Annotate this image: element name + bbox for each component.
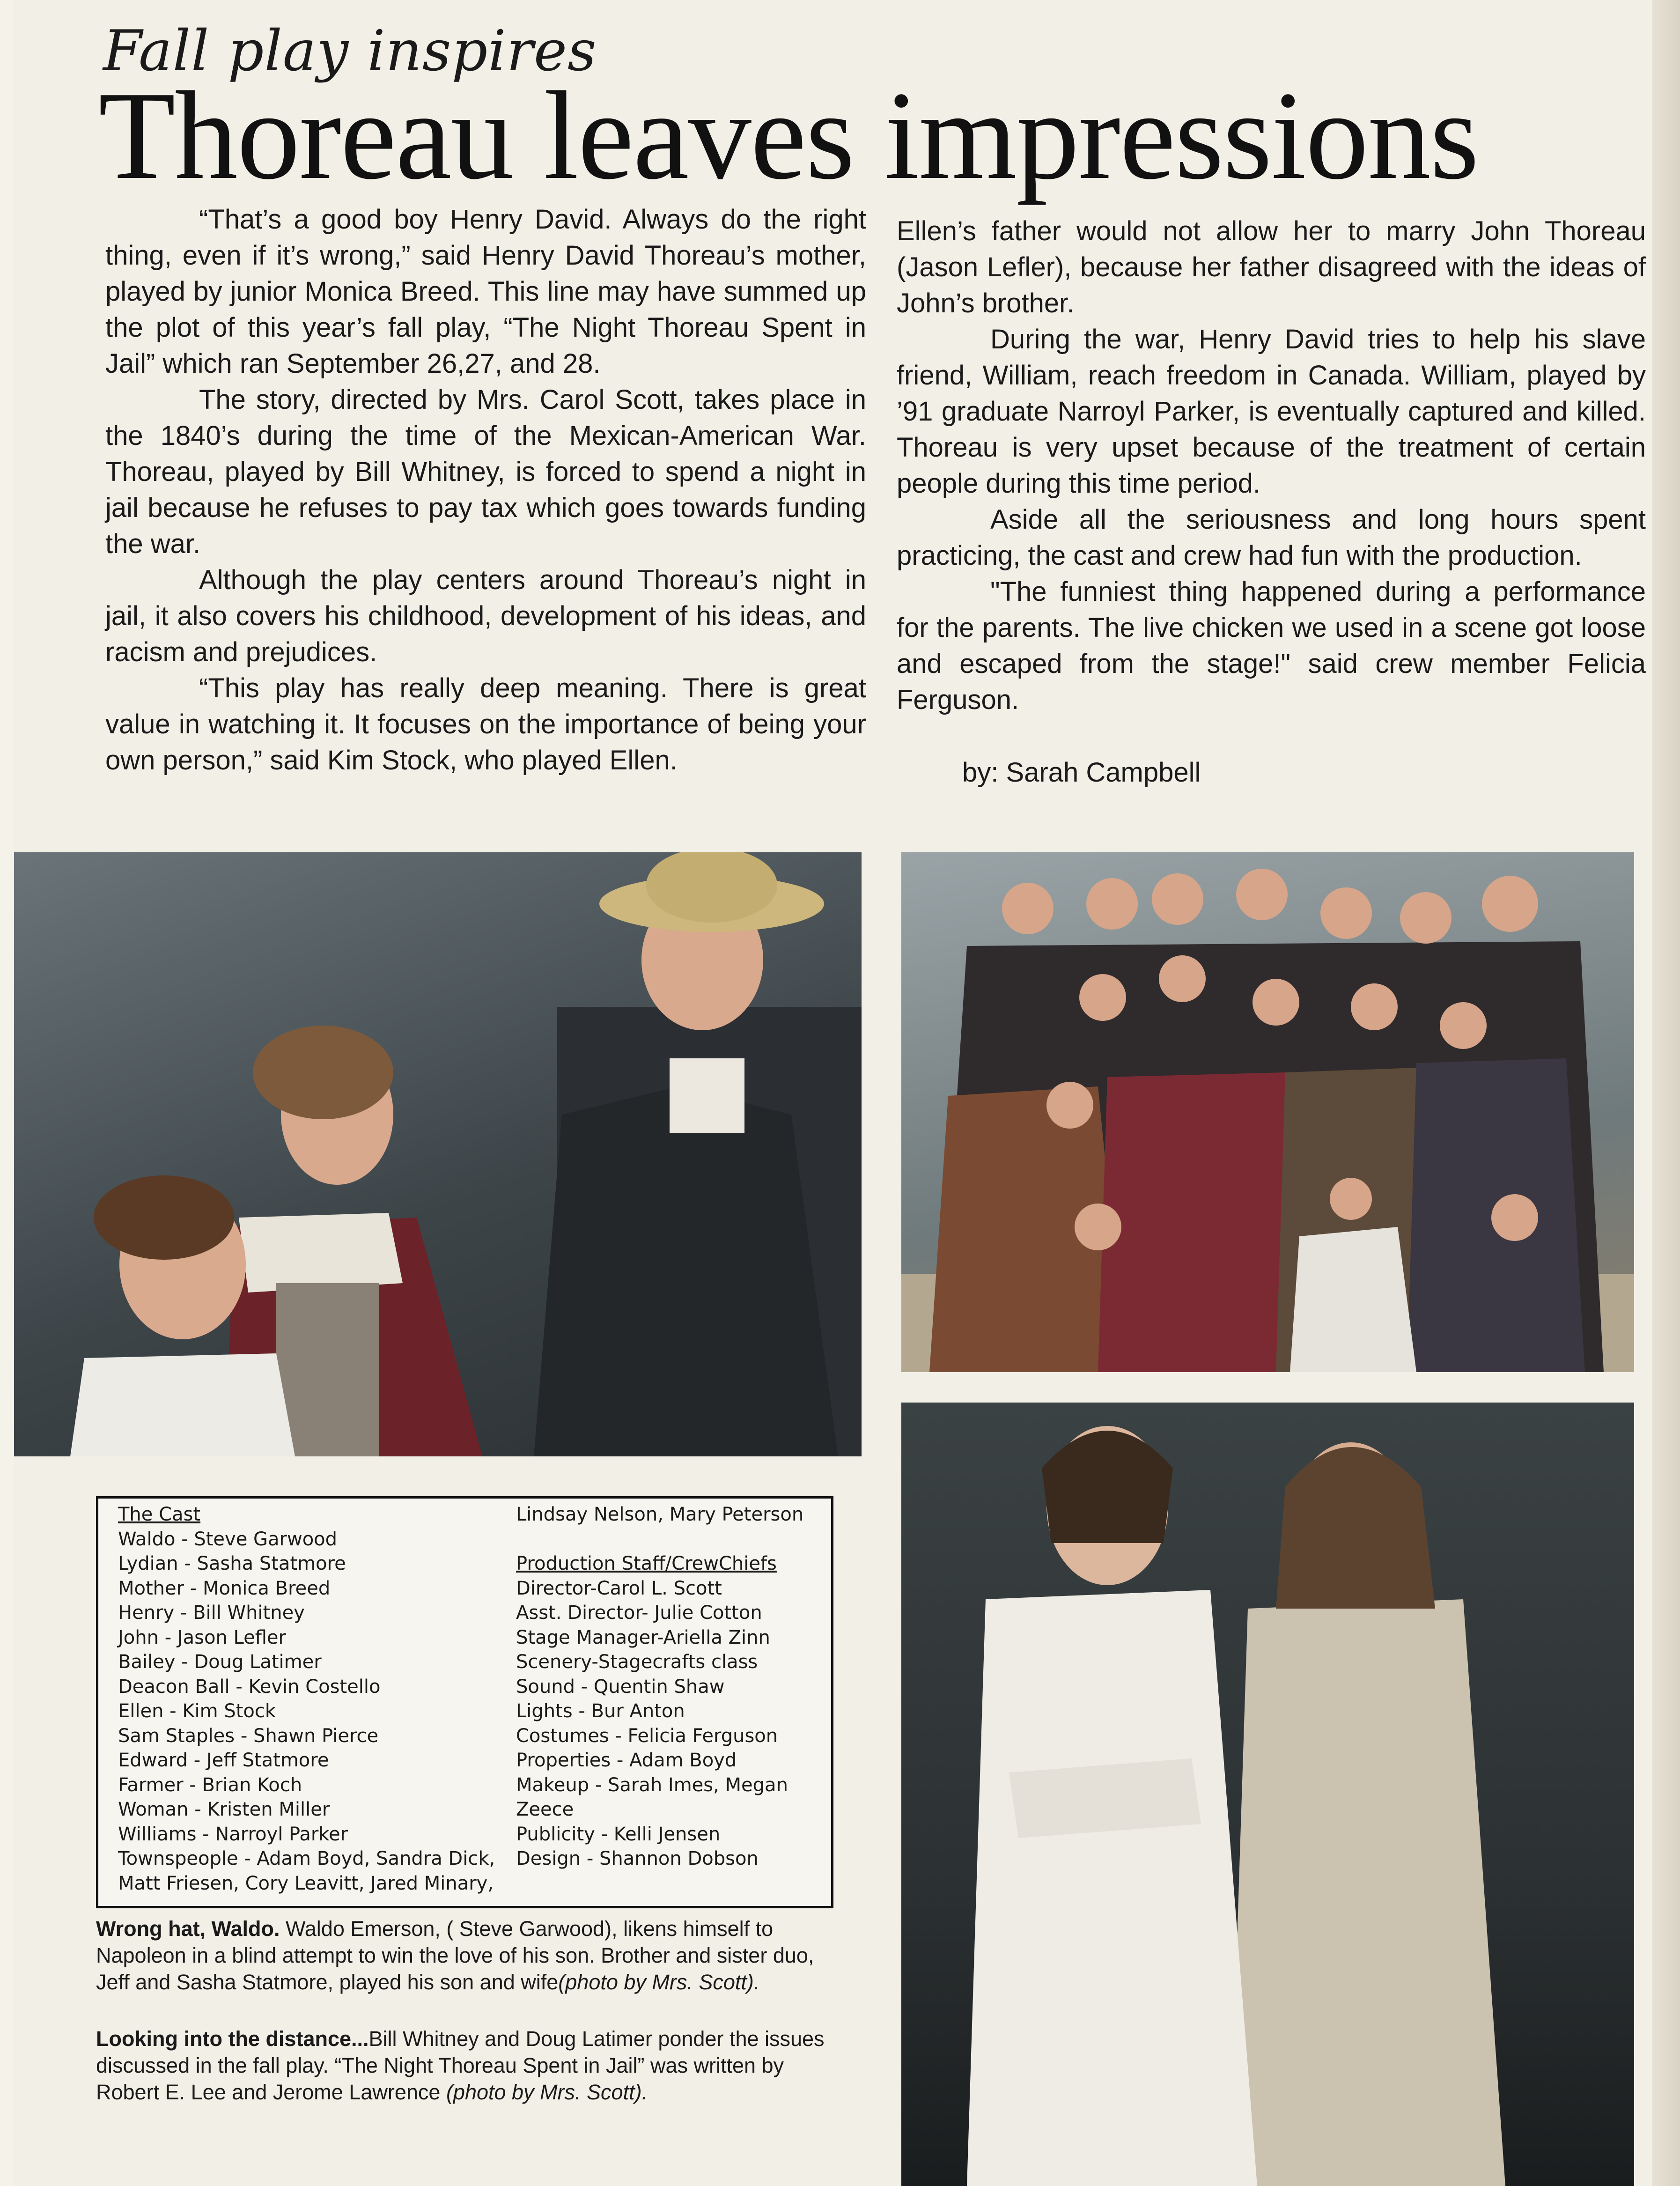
caption-credit: (photo by Mrs. Scott). (558, 1970, 760, 1994)
cast-continued: Lindsay Nelson, Mary Peterson (516, 1504, 804, 1525)
staff-list (516, 1502, 834, 1871)
caption-body: Waldo Emerson, ( Steve Garwood), likens himself to Napoleon in a blind attempt to win the love of his son. Brother and sister duo, Jeff and Sasha Statmore, played his son and wife (96, 1917, 814, 1994)
staff-entry: Director-Carol L. Scott (516, 1577, 722, 1599)
spacer (516, 1527, 834, 1552)
cast-list (118, 1502, 502, 1896)
cast-entry: Henry - Bill Whitney (118, 1602, 305, 1624)
cast-entry: Ellen - Kim Stock (118, 1700, 276, 1722)
page-spine-edge (1652, 0, 1680, 2186)
photo-waldo-scene (14, 852, 862, 1456)
cast-entry: Bailey - Doug Latimer (118, 1651, 322, 1673)
cast-entry: Townspeople - Adam Boyd, Sandra Dick, (118, 1848, 495, 1869)
cast-entry: Mother - Monica Breed (118, 1577, 331, 1599)
cast-entry: Lydian - Sasha Statmore (118, 1553, 346, 1574)
article-column-left (105, 201, 866, 778)
cast-entry: Deacon Ball - Kevin Costello (118, 1676, 381, 1698)
staff-entry: Stage Manager-Ariella Zinn (516, 1626, 770, 1648)
staff-entry: Design - Shannon Dobson (516, 1848, 759, 1869)
paragraph: “This play has really deep meaning. There is great value in watching it. It focuses on the importance of being your own person,” said Kim Stock, who played Ellen. (105, 673, 866, 775)
headline: Thoreau leaves impressions (98, 66, 1479, 206)
cast-entry: Edward - Jeff Statmore (118, 1750, 329, 1771)
article-column-right (897, 213, 1646, 790)
photo-caption-distance (96, 2025, 845, 2105)
staff-entry: Asst. Director- Julie Cotton (516, 1602, 762, 1624)
staff-entry: Makeup - Sarah Imes, Megan (516, 1774, 788, 1796)
photo-waldo-illustration (14, 852, 862, 1456)
paragraph: Aside all the seriousness and long hours spent practicing, the cast and crew had fun with the production. (897, 504, 1646, 571)
cast-entry: John - Jason Lefler (118, 1626, 286, 1648)
photo-cast-group-illustration (901, 852, 1634, 1372)
kicker: Fall play inspires (103, 19, 597, 84)
paragraph: During the war, Henry David tries to help his slave friend, William, reach freedom in Canada. William, played by ’91 graduate Narroyl Parker, is eventually captured and killed. Thoreau is very upset because of the treatment of certain people during this time period. (897, 324, 1646, 499)
staff-entry: Zeece (516, 1799, 574, 1820)
photo-cast-group (901, 852, 1634, 1372)
photo-looking-distance-illustration (901, 1403, 1634, 2186)
staff-entry: Publicity - Kelli Jensen (516, 1823, 721, 1845)
caption-lead: Wrong hat, Waldo. (96, 1917, 280, 1941)
paragraph: "The funniest thing happened during a performance for the parents. The live chicken we used in a scene got loose and escaped from the stage!" said crew member Felicia Ferguson. (897, 576, 1646, 715)
photo-looking-distance (901, 1403, 1634, 2186)
cast-entry: Waldo - Steve Garwood (118, 1528, 338, 1550)
paragraph: The story, directed by Mrs. Carol Scott, takes place in the 1840’s during the time of the Mexican-American War. Thoreau, played by Bill Whitney, is forced to spend a night in jail because he refuses to pay tax which goes towards funding the war. (105, 384, 866, 559)
paragraph: “That’s a good boy Henry David. Always do the right thing, even if it’s wrong,” said Henry David Thoreau’s mother, played by junior Monica Breed. This line may have summed up the plot of this year’s fall play, “The Night Thoreau Spent in Jail” which ran September 26,27, and 28. (105, 204, 866, 379)
cast-entry: Matt Friesen, Cory Leavitt, Jared Minary, (118, 1872, 494, 1894)
paragraph: Ellen’s father would not allow her to marry John Thoreau (Jason Lefler), because her father disagreed with the ideas of John’s brother. (897, 216, 1646, 318)
byline: by: Sarah Campbell (962, 757, 1201, 788)
page-left-margin (0, 0, 14, 2186)
caption-credit: (photo by Mrs. Scott). (446, 2080, 648, 2104)
cast-entry: Sam Staples - Shawn Pierce (118, 1725, 379, 1747)
staff-entry: Costumes - Felicia Ferguson (516, 1725, 778, 1747)
cast-entry: Woman - Kristen Miller (118, 1799, 330, 1820)
caption-lead: Looking into the distance... (96, 2027, 369, 2051)
staff-entry: Scenery-Stagecrafts class (516, 1651, 758, 1673)
staff-heading: Production Staff/CrewChiefs (516, 1553, 777, 1574)
photo-caption-waldo (96, 1915, 845, 1995)
cast-heading: The Cast (118, 1504, 201, 1525)
staff-entry: Lights - Bur Anton (516, 1700, 685, 1722)
cast-credits-box (96, 1496, 833, 1908)
caption-body: Bill Whitney and Doug Latimer ponder the issues discussed in the fall play. “The Night Thoreau Spent in Jail” was written by Robert E. Lee and Jerome Lawrence (96, 2027, 825, 2104)
staff-entry: Properties - Adam Boyd (516, 1750, 737, 1771)
staff-entry: Sound - Quentin Shaw (516, 1676, 725, 1698)
paragraph: Although the play centers around Thoreau’s night in jail, it also covers his childhood, development of his ideas, and racism and prejudices. (105, 565, 866, 667)
cast-entry: Williams - Narroyl Parker (118, 1823, 348, 1845)
cast-entry: Farmer - Brian Koch (118, 1774, 302, 1796)
